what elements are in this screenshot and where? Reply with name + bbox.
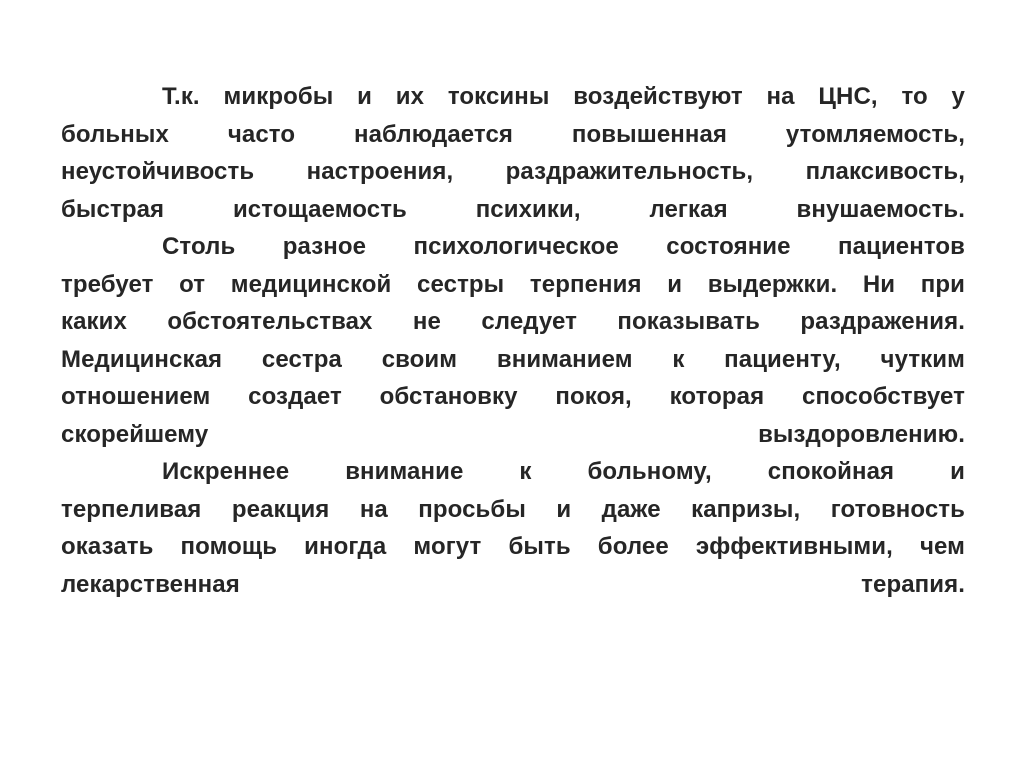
text-line: Медицинская сестра своим вниманием к пациенту, чутким xyxy=(61,345,965,373)
text-line: Столь разное психологическое состояние пациентов xyxy=(162,233,965,260)
text-line: скорейшему выздоровлению. xyxy=(61,420,965,448)
text-line: Искреннее внимание к больному, спокойная и xyxy=(162,458,965,485)
text-line: Т.к. микробы и их токсины воздействуют на ЦНС, то у xyxy=(162,83,965,110)
text-line: требует от медицинской сестры терпения и выдержки. Ни при xyxy=(61,270,965,298)
text-line: отношением создает обстановку покоя, которая способствует xyxy=(61,383,965,410)
text-line: лекарственная терапия. xyxy=(61,570,965,598)
slide-body-text xyxy=(61,78,965,603)
text-line: быстрая истощаемость психики, легкая внушаемость. xyxy=(61,195,965,223)
text-line: каких обстоятельствах не следует показывать раздражения. xyxy=(61,308,965,335)
text-line: больных часто наблюдается повышенная утомляемость, xyxy=(61,120,965,148)
text-line: неустойчивость настроения, раздражительность, плаксивость, xyxy=(61,158,965,185)
text-line: терпеливая реакция на просьбы и даже капризы, готовность xyxy=(61,495,965,523)
text-line: оказать помощь иногда могут быть более эффективными, чем xyxy=(61,533,965,560)
